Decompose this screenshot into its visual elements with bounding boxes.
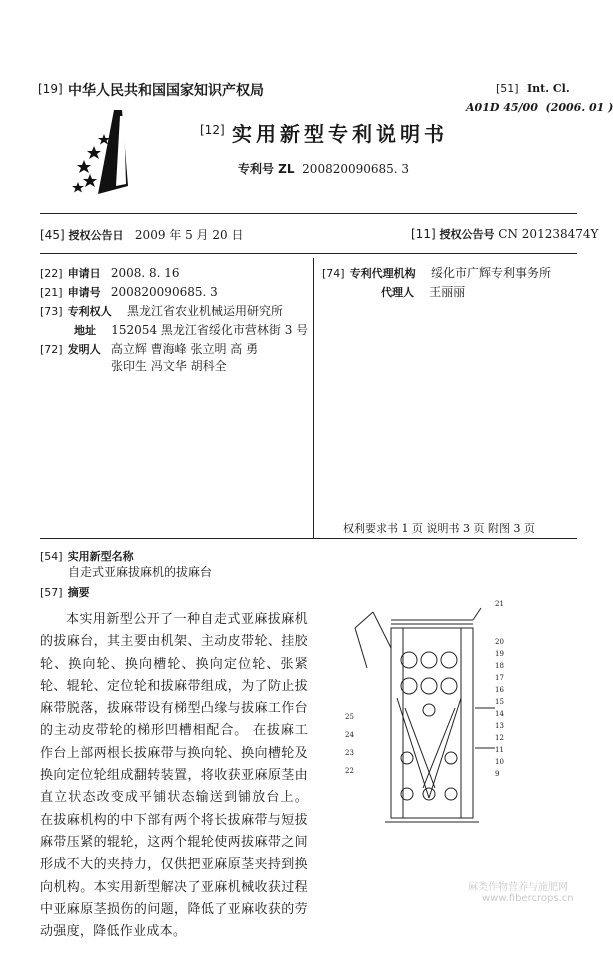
abstract-text [40, 596, 308, 956]
abstract-label: [57] 摘要 [40, 586, 90, 599]
biblio-divider [313, 258, 314, 538]
address: 地址 152054 黑龙江省绥化市营林街 3 号 [74, 323, 309, 337]
agency: [74] 专利代理机构 绥化市广辉专利事务所 [322, 266, 551, 280]
cnipa-emblem [70, 106, 148, 198]
inventors-line2: 张印生 冯文华 胡科全 [111, 359, 227, 373]
int-cl-label: Int. Cl. [527, 82, 570, 95]
publication-number: [11] 授权公告号 CN 201238474Y [411, 227, 599, 241]
grant-date: [45] 授权公告日 2009 年 5 月 20 日 [40, 228, 244, 242]
int-cl-code: [51] [496, 82, 519, 95]
office-name: 中华人民共和国国家知识产权局 [68, 83, 264, 99]
page-count-note: 权利要求书 1 页 说明书 3 页 附图 3 页 [343, 522, 535, 535]
doc-code: [12] [200, 123, 225, 137]
watermark-title: 麻类作物营养与施肥网 [468, 882, 568, 893]
utility-model-title-label: [54] 实用新型名称 [40, 550, 134, 563]
utility-model-title: 自走式亚麻拔麻机的拔麻台 [68, 565, 213, 579]
patent-number: 专利号 ZL 200820090685. 3 [238, 162, 410, 176]
int-cl-value: A01D 45/00 (2006. 01 ) [466, 101, 613, 114]
machine-figure [345, 598, 515, 830]
divider-grant [40, 253, 577, 254]
divider-biblio [40, 538, 577, 539]
divider-top [40, 213, 577, 214]
office-code: [19] [38, 82, 63, 96]
figure-callouts-left: 25 24 23 22 [345, 713, 354, 775]
application-date: [22] 申请日 2008. 8. 16 [40, 266, 180, 280]
figure-callouts: 21 20 19 18 17 16 15 14 13 12 11 10 9 [495, 600, 504, 778]
doc-title: 实用新型专利说明书 [232, 122, 448, 146]
watermark-url: www.fibercrops.cn [482, 893, 574, 904]
application-number: [21] 申请号 200820090685. 3 [40, 285, 218, 299]
patentee: [73] 专利权人 黑龙江省农业机械运用研究所 [40, 304, 283, 318]
inventors: [72] 发明人 高立辉 曹海峰 张立明 高 勇 [40, 342, 259, 356]
agent: 代理人 王丽丽 [381, 285, 466, 299]
abstract-paragraph: 本实用新型公开了一种自走式亚麻拔麻机的拔麻台，其主要由机架、主动皮带轮、挂胶轮、换向轮、换向槽轮、换向定位轮、张紧轮、辊轮、定位轮和拔麻带组成，为了防止拔麻带脱落，拔麻带设有梯型凸缘与拔麻工作台的主动皮带轮的梯形凹槽相配合。 在拔麻工作台上部两根长拔麻带与换向轮、换向槽轮及换向定位轮组成翻转装置，将收获亚麻原茎由直立状态改变成平铺状态输送到铺放台上。 在拔麻机构的中下部有两个将长拔麻带与短拔麻带压紧的辊轮，这两个辊轮使两拔麻带之间形成不大的夹持力，仅供把亚麻原茎夹持到换向机构。本实用新型解决了亚麻机械收获过程中亚麻原茎损伤的问题，降低了亚麻收获的劳动强度，降低作业成本。 [40, 612, 308, 940]
